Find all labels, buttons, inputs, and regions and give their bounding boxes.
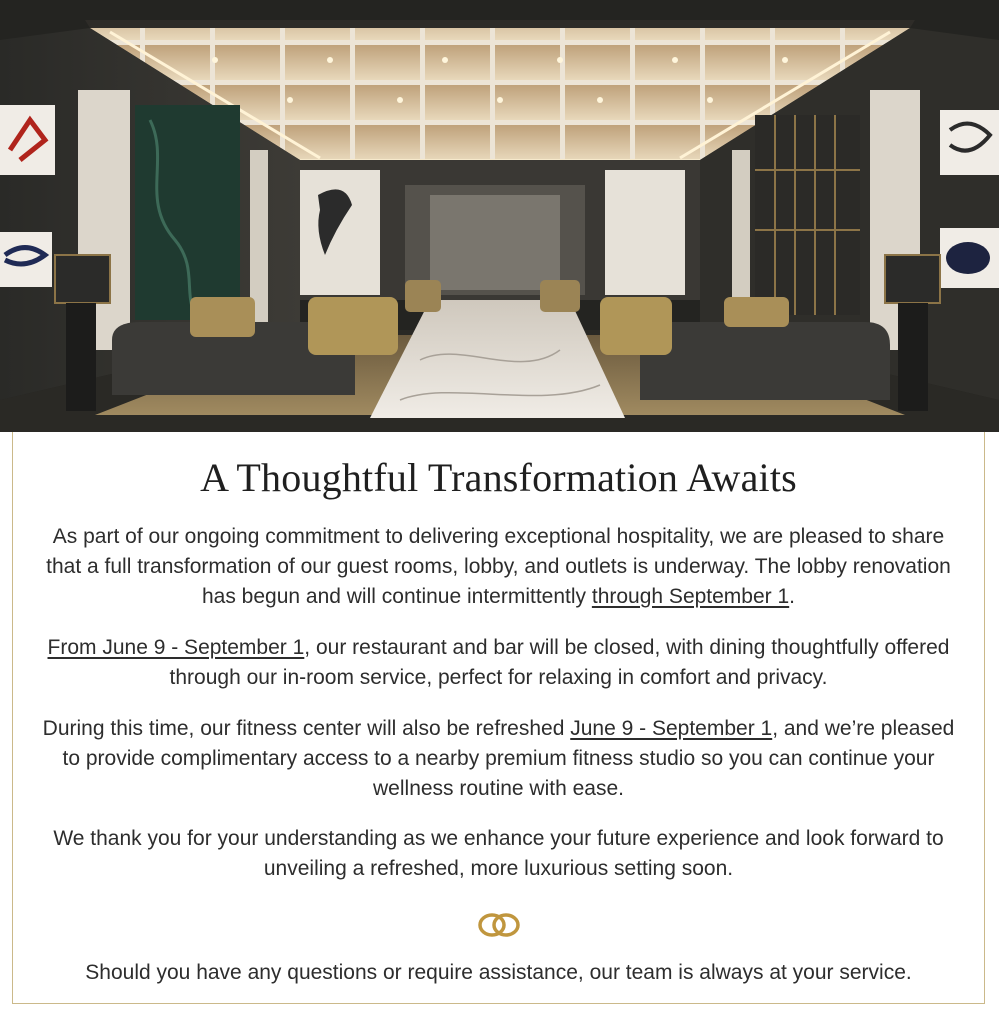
fitness-text: During this time, our fitness center will also be refreshed [42,717,571,740]
fitness-dates-link[interactable]: June 9 - September 1 [570,717,773,740]
thanks-paragraph: We thank you for your understanding as we enhance your future experience and look forward to unveiling a refreshed, more luxurious setting soon. [53,827,944,880]
notice-card [12,432,985,1004]
renovation-text: As part of our ongoing commitment to delivering exceptional hospitality, we are pleased to share that a full transformation of our guest rooms, lobby, and outlets is underway. The lobby renovation has begun and will continue intermittently [46,525,951,608]
renovation-text-end: . [789,585,796,608]
dining-text: , our restaurant and bar will be closed, with dining thoughtfully offered through our in-room service, perfect for relaxing in comfort and privacy. [169,636,950,689]
dining-dates-link[interactable]: From June 9 - September 1 [47,636,305,659]
notice-title: A Thoughtful Transformation Awaits [200,455,797,500]
interlocking-rings-icon [13,910,984,944]
fitness-text-end: , and we’re pleased to provide complimentary access to a nearby premium fitness studio so you can continue your wellness routine with ease. [62,717,955,800]
lobby-dates-link[interactable]: through September 1 [591,585,790,608]
renovation-paragraph [33,522,964,612]
dining-paragraph [33,633,964,693]
lobby-photo [0,0,999,432]
fitness-paragraph [33,714,964,804]
closing-line: Should you have any questions or require assistance, our team is always at your service. [85,961,912,984]
